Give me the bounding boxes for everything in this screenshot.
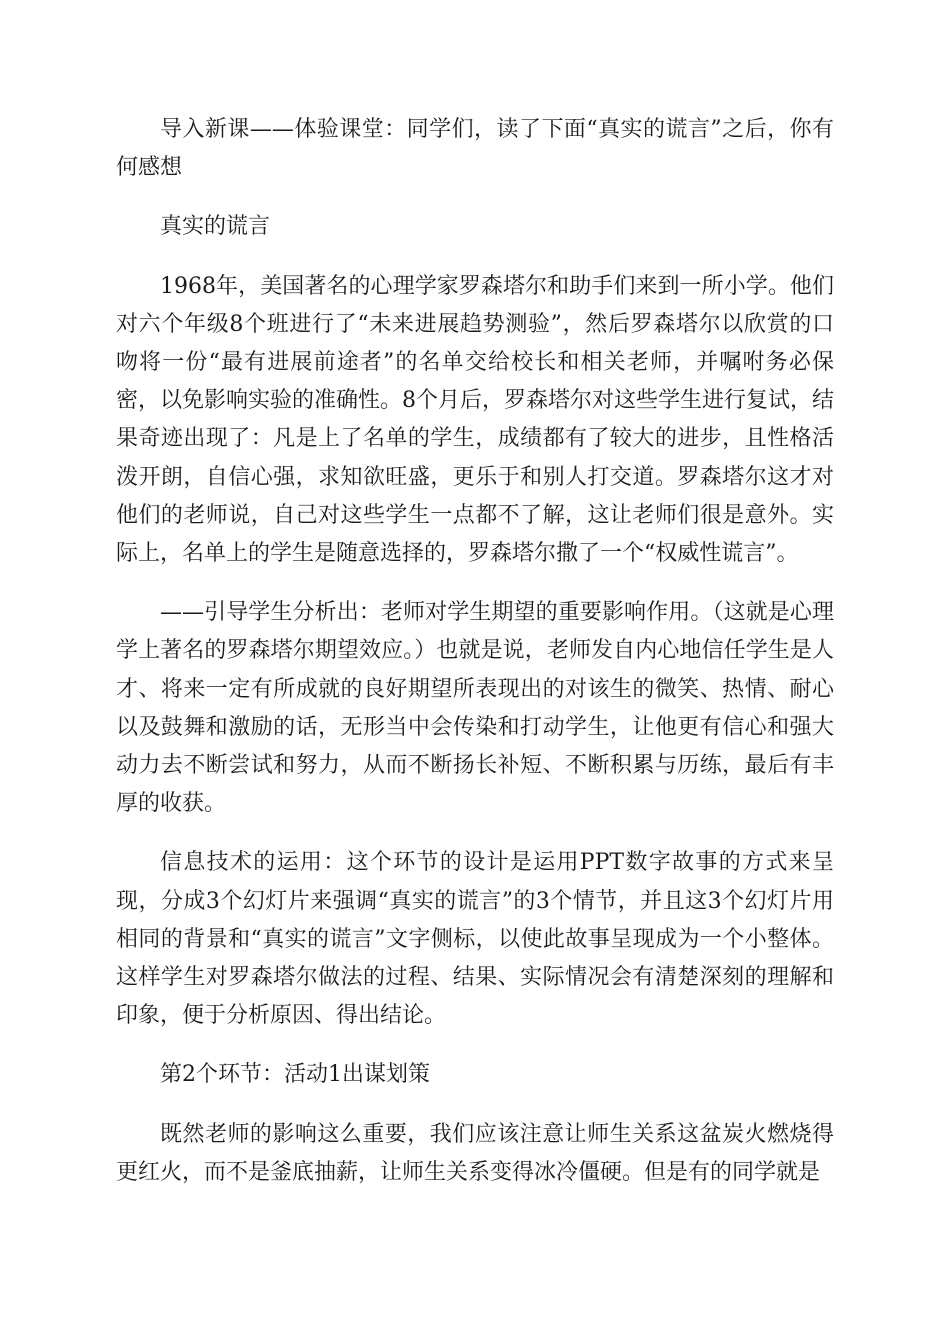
- section-heading: 第2个环节：活动1出谋划策: [160, 1062, 430, 1088]
- activity-paragraph: 既然老师的影响这么重要，我们应该注意让师生关系这盆炭火燃烧得更红火，而不是釜底抽薪，让师生关系变得冰冷僵硬。但是有的同学就是: [116, 1121, 834, 1185]
- intro-paragraph: 导入新课——体验课堂：同学们，读了下面“真实的谎言”之后，你有何感想: [116, 117, 834, 181]
- analysis-paragraph: ——引导学生分析出：老师对学生期望的重要影响作用。（这就是心理学上著名的罗森塔尔期望效应。）也就是说，老师发自内心地信任学生是人才、将来一定有所成就的良好期望所表现出的对该生的微笑、热情、耐心以及鼓舞和激励的话，无形当中会传染和打动学生，让他更有信心和强大动力去不断尝试和努力，从而不断扬长补短、不断积累与历练，最后有丰厚的收获。: [116, 600, 834, 817]
- tech-usage-paragraph: 信息技术的运用：这个环节的设计是运用PPT数字故事的方式来呈现，分成3个幻灯片来强调“真实的谎言”的3个情节，并且这3个幻灯片用相同的背景和“真实的谎言”文字侧标，以使此故事呈现成为一个小整体。这样学生对罗森塔尔做法的过程、结果、实际情况会有清楚深刻的理解和印象，便于分析原因、得出结论。: [116, 850, 834, 1029]
- document-page: [116, 111, 834, 1213]
- story-paragraph: 1968年，美国著名的心理学家罗森塔尔和助手们来到一所小学。他们对六个年级8个班进行了“未来进展趋势测验”，然后罗森塔尔以欣赏的口吻将一份“最有进展前途者”的名单交给校长和相关老师，并嘱咐务必保密，以免影响实验的准确性。8个月后，罗森塔尔对这些学生进行复试，结果奇迹出现了：凡是上了名单的学生，成绩都有了较大的进步，且性格活泼开朗，自信心强，求知欲旺盛，更乐于和别人打交道。罗森塔尔这才对他们的老师说，自己对这些学生一点都不了解，这让老师们很是意外。实际上，名单上的学生是随意选择的，罗森塔尔撒了一个“权威性谎言”。: [116, 273, 834, 567]
- story-title: 真实的谎言: [160, 214, 271, 240]
